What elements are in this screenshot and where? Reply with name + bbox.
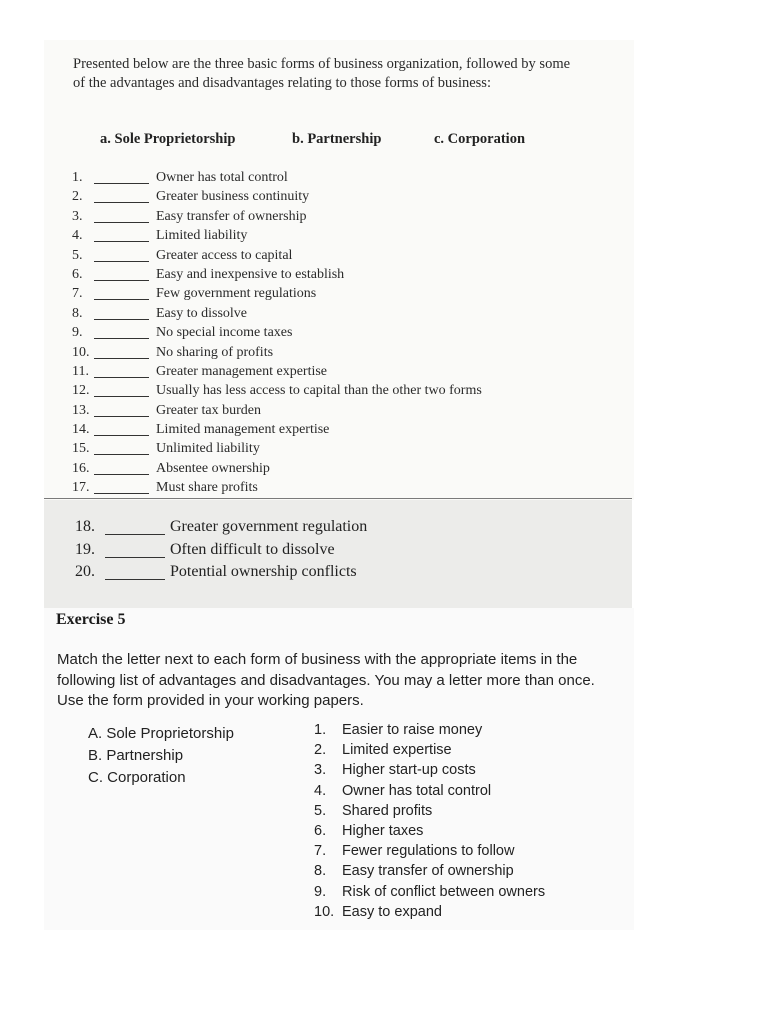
intro-text: Presented below are the three basic forms of business organization, followed by some of the advantages and disadvantages relating to those forms of business: — [73, 56, 571, 91]
items-list-continued — [75, 518, 435, 586]
item-text: Greater tax burden — [156, 402, 261, 418]
answer-blank[interactable] — [94, 435, 149, 436]
item-text: Limited expertise — [342, 742, 452, 759]
list-item — [75, 541, 435, 564]
item-text: Potential ownership conflicts — [170, 563, 357, 580]
item-number: 11. — [72, 363, 89, 379]
list-item — [72, 325, 552, 344]
list-item — [72, 403, 552, 422]
list-item — [72, 480, 552, 499]
item-text: Greater access to capital — [156, 247, 293, 263]
item-text: Limited management expertise — [156, 422, 330, 438]
list-item — [314, 904, 604, 924]
item-text: Few government regulations — [156, 286, 317, 302]
answer-blank[interactable] — [94, 454, 149, 455]
item-text: Greater government regulation — [170, 518, 368, 535]
item-number: 18. — [75, 518, 95, 535]
answer-blank[interactable] — [94, 493, 149, 494]
choice-item: C. Corporation — [88, 769, 186, 786]
list-item — [72, 228, 552, 247]
list-item — [72, 189, 552, 208]
item-text: Absentee ownership — [156, 460, 270, 476]
item-text: Easy transfer of ownership — [342, 863, 514, 880]
items-list — [72, 170, 552, 500]
item-text: Higher taxes — [342, 822, 424, 839]
item-number: 9. — [72, 325, 83, 341]
item-text: Must share profits — [156, 480, 258, 496]
item-text: Owner has total control — [342, 782, 492, 799]
item-number: 2. — [314, 742, 327, 759]
list-item — [314, 742, 604, 762]
item-number: 6. — [72, 266, 83, 282]
item-number: 1. — [72, 170, 83, 185]
answer-blank[interactable] — [94, 416, 149, 417]
exercise-title: Exercise 5 — [56, 611, 126, 628]
item-text: Higher start-up costs — [342, 762, 476, 779]
item-text: Greater business continuity — [156, 189, 310, 205]
item-number: 8. — [72, 305, 83, 321]
item-text: Limited liability — [156, 228, 248, 244]
item-number: 14. — [72, 422, 90, 438]
list-item — [314, 843, 604, 863]
item-number: 4. — [314, 782, 327, 799]
answer-blank[interactable] — [94, 202, 149, 203]
item-number: 2. — [72, 189, 83, 205]
item-text: No sharing of profits — [156, 344, 274, 360]
list-item — [72, 209, 552, 228]
list-item — [314, 783, 604, 803]
answer-blank[interactable] — [105, 534, 165, 535]
item-number: 10. — [72, 344, 90, 360]
item-text: Unlimited liability — [156, 441, 260, 457]
item-number: 3. — [314, 762, 327, 779]
item-text: Easy to dissolve — [156, 305, 247, 321]
answer-blank[interactable] — [94, 280, 149, 281]
item-number: 10. — [314, 903, 335, 920]
answer-blank[interactable] — [94, 222, 149, 223]
answer-blank[interactable] — [94, 396, 149, 397]
list-item — [72, 441, 552, 460]
list-item — [314, 803, 604, 823]
item-number: 6. — [314, 822, 327, 839]
list-item — [72, 170, 552, 189]
item-number: 1. — [314, 722, 327, 738]
item-text: Easy to expand — [342, 903, 442, 920]
item-number: 16. — [72, 460, 90, 476]
list-item — [75, 518, 435, 541]
item-text: Owner has total control — [156, 170, 288, 185]
item-number: 9. — [314, 883, 327, 900]
answer-blank[interactable] — [94, 319, 149, 320]
business-form-choices — [88, 725, 288, 791]
exercise-instructions: Match the letter next to each form of business with the appropriate items in the following list of advantages and disadvantages. You may a letter more than once. Use the form provided in your working papers. — [57, 651, 595, 709]
item-text: Shared profits — [342, 802, 433, 819]
list-item — [72, 364, 552, 383]
list-item — [72, 267, 552, 286]
answer-blank[interactable] — [94, 261, 149, 262]
answer-blank[interactable] — [105, 579, 165, 580]
list-item — [314, 884, 604, 904]
form-corporation: c. Corporation — [434, 131, 526, 147]
advantages-list — [314, 722, 604, 924]
answer-blank[interactable] — [94, 241, 149, 242]
item-number: 8. — [314, 863, 327, 880]
item-text: Risk of conflict between owners — [342, 883, 546, 900]
item-text: Greater management expertise — [156, 363, 328, 379]
list-item — [314, 863, 604, 883]
item-number: 7. — [314, 843, 327, 860]
list-item — [72, 461, 552, 480]
list-item — [314, 823, 604, 843]
item-text: Often difficult to dissolve — [170, 540, 335, 558]
list-item — [72, 248, 552, 267]
list-item — [72, 422, 552, 441]
list-item — [314, 762, 604, 782]
item-number: 17. — [72, 480, 90, 496]
item-text: Fewer regulations to follow — [342, 843, 515, 860]
answer-blank[interactable] — [94, 474, 149, 475]
list-item — [72, 383, 552, 402]
list-item — [72, 345, 552, 364]
item-number: 15. — [72, 441, 90, 457]
item-text: Easy and inexpensive to establish — [156, 266, 345, 282]
choice-item: B. Partnership — [88, 747, 184, 764]
choice-item: A. Sole Proprietorship — [88, 725, 234, 742]
answer-blank[interactable] — [94, 377, 149, 378]
list-item — [314, 722, 604, 742]
item-number: 19. — [75, 540, 95, 558]
item-number: 13. — [72, 402, 90, 418]
item-number: 4. — [72, 228, 83, 244]
list-item — [72, 286, 552, 305]
item-text: No special income taxes — [156, 325, 293, 341]
business-forms-header — [100, 131, 560, 151]
item-number: 12. — [72, 383, 90, 399]
answer-blank[interactable] — [94, 299, 149, 300]
item-number: 7. — [72, 286, 83, 302]
form-sole-proprietorship: a. Sole Proprietorship — [100, 131, 236, 147]
answer-blank[interactable] — [94, 338, 149, 339]
item-number: 3. — [72, 208, 83, 224]
answer-blank[interactable] — [94, 183, 149, 184]
item-text: Easy transfer of ownership — [156, 208, 307, 224]
form-partnership: b. Partnership — [292, 131, 382, 147]
item-number: 5. — [72, 247, 83, 263]
item-number: 20. — [75, 563, 95, 580]
item-text: Usually has less access to capital than the other two forms — [156, 383, 482, 399]
item-number: 5. — [314, 802, 327, 819]
answer-blank[interactable] — [94, 358, 149, 359]
list-item — [75, 563, 435, 586]
item-text: Easier to raise money — [342, 722, 483, 738]
answer-blank[interactable] — [105, 557, 165, 558]
list-item — [72, 306, 552, 325]
